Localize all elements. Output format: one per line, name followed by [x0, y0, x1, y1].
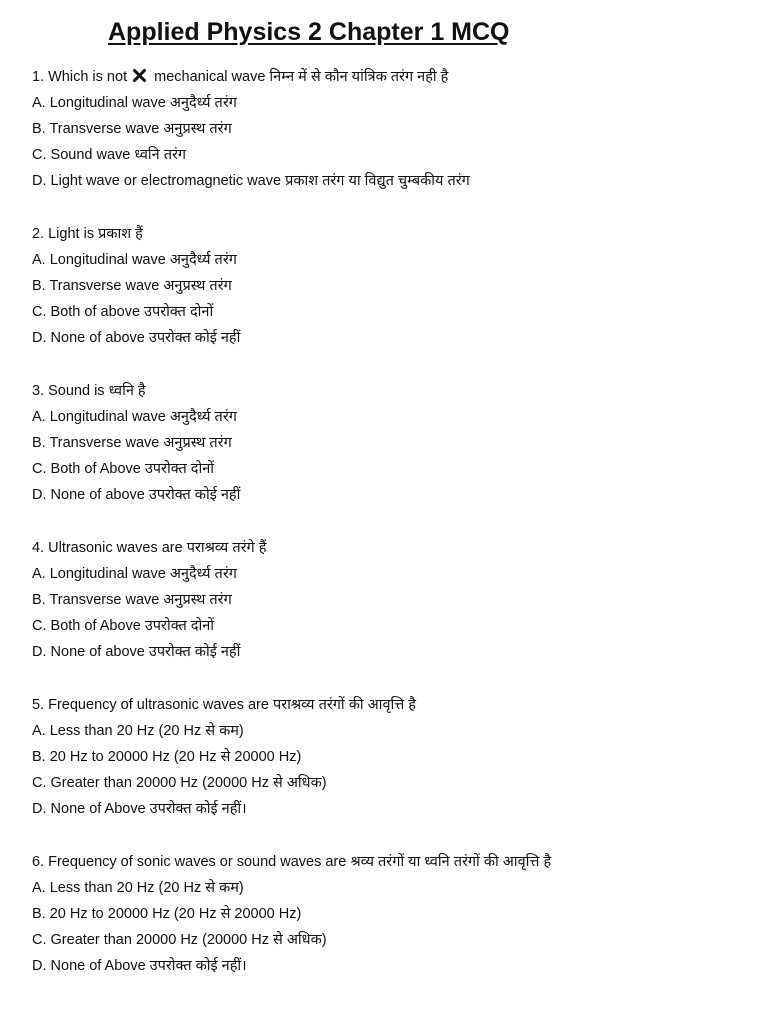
- option-d: D. None of Above उपरोक्त कोई नहीं।: [32, 801, 247, 817]
- question-6: [32, 849, 592, 979]
- option-a: A. Less than 20 Hz (20 Hz से कम): [32, 723, 244, 739]
- question-1: [32, 64, 592, 194]
- question-text: 5. Frequency of ultrasonic waves are पराश्रव्य तरंगों की आवृत्ति है: [32, 697, 417, 713]
- option-c: C. Both of Above उपरोक्त दोनों: [32, 618, 215, 634]
- option-b: B. 20 Hz to 20000 Hz (20 Hz से 20000 Hz): [32, 749, 302, 765]
- option-a: A. Longitudinal wave अनुदैर्ध्य तरंग: [32, 409, 237, 425]
- question-4: [32, 535, 592, 665]
- option-c: C. Both of above उपरोक्त दोनों: [32, 304, 214, 320]
- question-3: [32, 378, 592, 508]
- question-text: 2. Light is प्रकाश हैं: [32, 226, 143, 242]
- option-d: D. None of Above उपरोक्त कोई नहीं।: [32, 958, 247, 974]
- option-c: C. Greater than 20000 Hz (20000 Hz से अधिक): [32, 932, 327, 948]
- cross-icon: [132, 68, 147, 83]
- question-text: 4. Ultrasonic waves are पराश्रव्य तरंगे हैं: [32, 540, 267, 556]
- option-b: B. Transverse wave अनुप्रस्थ तरंग: [32, 592, 232, 608]
- option-a: A. Less than 20 Hz (20 Hz से कम): [32, 880, 244, 896]
- option-d: D. None of above उपरोक्त कोई नहीं: [32, 487, 241, 503]
- option-a: A. Longitudinal wave अनुदैर्ध्य तरंग: [32, 566, 237, 582]
- option-c: C. Greater than 20000 Hz (20000 Hz से अधिक): [32, 775, 327, 791]
- option-c: C. Sound wave ध्वनि तरंग: [32, 147, 187, 163]
- question-text: [32, 64, 592, 90]
- option-b: B. Transverse wave अनुप्रस्थ तरंग: [32, 278, 232, 294]
- option-b: B. 20 Hz to 20000 Hz (20 Hz से 20000 Hz): [32, 906, 302, 922]
- question-text-start: 1. Which is not: [32, 69, 128, 85]
- question-5: [32, 692, 592, 822]
- option-c: C. Both of Above उपरोक्त दोनों: [32, 461, 215, 477]
- option-d: D. None of above उपरोक्त कोई नहीं: [32, 644, 241, 660]
- question-list: [32, 64, 592, 1006]
- question-text: 6. Frequency of sonic waves or sound waves are श्रव्य तरंगों या ध्वनि तरंगों की आवृत्ति है: [32, 854, 552, 870]
- question-2: [32, 221, 592, 351]
- question-text-end: mechanical wave निम्न में से कौन यांत्रिक तरंग नही है: [154, 69, 449, 85]
- option-b: B. Transverse wave अनुप्रस्थ तरंग: [32, 121, 232, 137]
- option-a: A. Longitudinal wave अनुदैर्ध्य तरंग: [32, 95, 237, 111]
- question-text: 3. Sound is ध्वनि है: [32, 383, 146, 399]
- option-d: D. None of above उपरोक्त कोई नहीं: [32, 330, 241, 346]
- document-title: Applied Physics 2 Chapter 1 MCQ: [108, 18, 510, 46]
- option-d: D. Light wave or electromagnetic wave प्रकाश तरंग या विद्युत चुम्बकीय तरंग: [32, 173, 470, 189]
- option-b: B. Transverse wave अनुप्रस्थ तरंग: [32, 435, 232, 451]
- option-a: A. Longitudinal wave अनुदैर्ध्य तरंग: [32, 252, 237, 268]
